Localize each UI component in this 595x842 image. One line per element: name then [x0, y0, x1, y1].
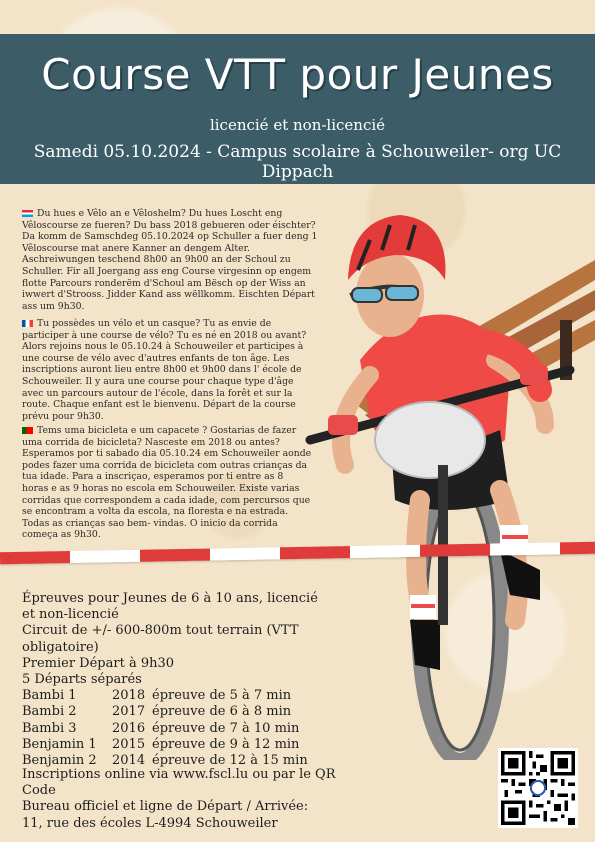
info-line-5: 5 Départs séparés: [22, 672, 142, 688]
paragraph-pt-text: Tems uma bicicleta e um capacete ? Gostarias de fazer uma corrida de bicicleta? Nasceste em 2018 ou antes? Esperamos por ti sabado dia 05.10.24 em Schouweiler aonde podes fazer uma corrida de bicicleta com outras crianças da tua idade. Para a inscriçao, esperamos por ti entre as 8 horas e as 9 horas no escola em Schouweiler. Existe varias corridas que correspondem a cada idade, com percursos que se encontram a volta da escola, na floresta e na estrada. Todas as crianças sao bem- vindas. O inicio da corrida começa as 9h30.: [22, 425, 312, 541]
luxembourg-flag-icon: [22, 210, 33, 217]
footer-registration: Inscriptions online via www.fscl.lu ou par le QR Code: [22, 767, 336, 799]
race-duration: épreuve de 6 à 8 min: [152, 704, 292, 720]
race-duration: épreuve de 7 à 10 min: [152, 720, 300, 736]
info-line-1: Épreuves pour Jeunes de 6 à 10 ans, licencié: [22, 591, 318, 606]
event-date-line: Samedi 05.10.2024 - Campus scolaire à Schouweiler- org UC Dippach: [33, 142, 562, 182]
race-year: 2017: [112, 704, 146, 720]
race-name: Bambi 3: [22, 720, 77, 736]
race-year: 2018: [112, 688, 146, 704]
race-row: [22, 688, 352, 704]
page-title: Course VTT pour Jeunes: [41, 50, 554, 99]
race-name: Benjamin 2: [22, 753, 97, 769]
page-subtitle: licencié et non-licencié: [209, 116, 386, 134]
info-line-4: Premier Départ à 9h30: [22, 655, 175, 671]
race-year: 2014: [112, 753, 146, 769]
qr-code-icon[interactable]: [498, 748, 578, 828]
france-flag-icon: [22, 320, 33, 327]
race-duration: épreuve de 12 à 15 min: [152, 753, 308, 769]
race-row: [22, 704, 352, 720]
race-name: Bambi 2: [22, 704, 77, 720]
portugal-flag-icon: [22, 427, 33, 434]
paragraph-lu-text: Du hues e Vêlo an e Vêloshelm? Du hues Loscht eng Vêloscourse ze fueren? Du bass 2018 gebueren oder éischter? Da komm de Samschdeg 05.10.2024 op Schuller a fuer deng 1 Vêloscourse mat anere Kanner an dengem Alter. Aschreiwungen teschend 8h00 an 9h00 an der Schoul zu Schuller. Fir all Joergang ass eng Course virgesinn op engem flotte Parcours ronderëm d'Schoul am Bësch op der Wiss an iwwert d'Strooss. Jidder Kand ass wëllkomm. Eischten Départ ass um 9h30.: [22, 208, 318, 312]
paragraph-luxembourgish: [22, 208, 322, 312]
race-year: 2016: [112, 720, 146, 736]
paragraph-fr-text: Tu possèdes un vélo et un casque? Tu as envie de participer à une course de vélo? Tu es né en 2018 ou avant? Alors rejoins nous le 05.10.24 à Schouweiler et participes à une course de vélo avec d'autres enfants de ton âge. Les inscriptions auront lieu entre 8h00 et 9h00 dans l' école de Schouweiler. Il y aura une course pour chaque type d'âge avec un parcours autour de l'école, dans la forêt et sur la route. Chaque enfant est le bienvenu. Départ de la course prévu pour 9h30.: [22, 318, 307, 422]
header-banner: [0, 34, 595, 184]
race-row: [22, 737, 352, 753]
race-name: Bambi 1: [22, 688, 77, 704]
race-duration: épreuve de 5 à 7 min: [152, 688, 292, 704]
race-info: [22, 591, 352, 769]
race-year: 2015: [112, 736, 146, 752]
race-name: Benjamin 1: [22, 736, 97, 752]
race-duration: épreuve de 9 à 12 min: [152, 736, 300, 752]
paragraph-french: [22, 318, 317, 422]
footer-office: Bureau officiel et ligne de Départ / Arrivée:: [22, 799, 309, 815]
info-line-3: Circuit de +/- 600-800m tout terrain (VTT obligatoire): [22, 623, 299, 655]
footer-address: 11, rue des écoles L-4994 Schouweiler: [22, 815, 278, 831]
footer-info: [22, 767, 352, 832]
info-line-2: et non-licencié: [22, 607, 119, 623]
race-row: [22, 721, 352, 737]
paragraph-portuguese: [22, 425, 312, 541]
